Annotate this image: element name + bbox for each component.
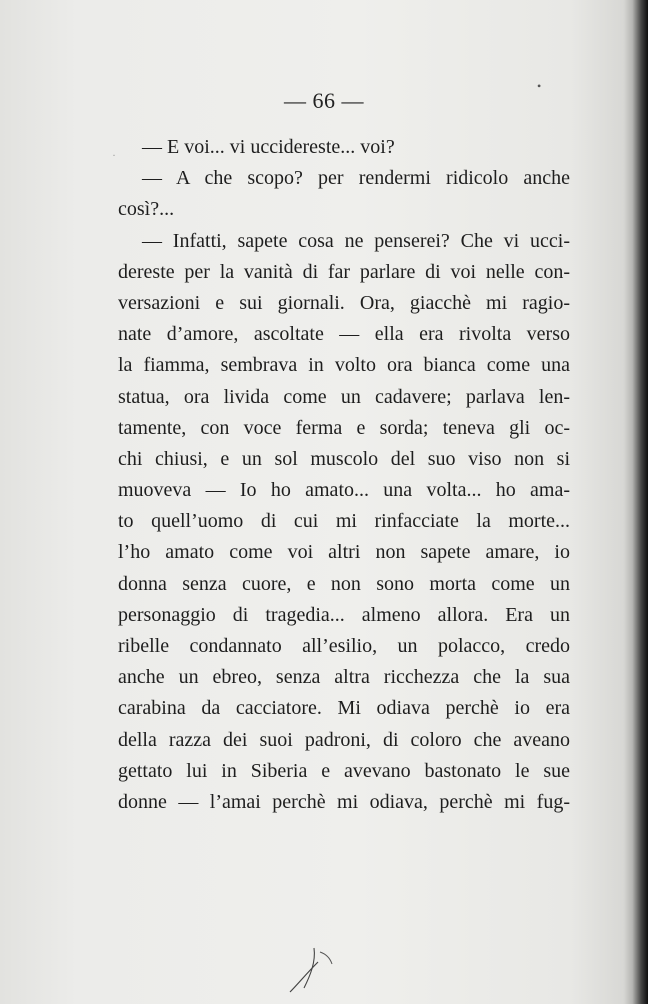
text-line-1: — E voi... vi uccidereste... voi?: [142, 136, 395, 158]
text-line-16: personaggio di tragedia... almeno allora. Era un: [118, 603, 570, 626]
text-line-5: dereste per la vanità di far parlare di voi nelle con-: [118, 260, 570, 283]
pen-mark-icon: [280, 936, 340, 1000]
text-line-3: così?...: [118, 198, 175, 221]
text-line-9: statua, ora livida come un cadavere; parlava len-: [118, 385, 570, 408]
text-line-6: versazioni e sui giornali. Ora, giacchè mi ragio-: [118, 291, 570, 314]
text-line-21: gettato lui in Siberia e avevano bastonato le sue: [118, 759, 570, 782]
text-line-8: la fiamma, sembrava in volto ora bianca come una: [118, 354, 570, 377]
text-line-17: ribelle condannato all’esilio, un polacco, credo: [118, 635, 570, 657]
text-line-20: della razza dei suoi padroni, di coloro che aveano: [118, 728, 570, 751]
text-line-7: nate d’amore, ascoltate — ella era rivolta verso: [118, 323, 570, 346]
text-line-2: — A che scopo? per rendermi ridicolo anche: [142, 167, 570, 190]
text-line-4: — Infatti, sapete cosa ne penserei? Che vi ucci-: [142, 229, 570, 252]
text-line-22: donne — l’amai perchè mi odiava, perchè mi fug-: [118, 790, 570, 813]
print-speck-icon: •: [537, 79, 542, 93]
text-line-18: anche un ebreo, senza altra ricchezza che la sua: [118, 666, 570, 689]
body-text: [118, 132, 570, 818]
text-line-19: carabina da cacciatore. Mi odiava perchè io era: [118, 697, 570, 720]
text-line-10: tamente, con voce ferma e sorda; teneva gli oc-: [118, 416, 570, 439]
text-line-15: donna senza cuore, e non sono morta come un: [118, 572, 570, 595]
page-number: — 66 —: [284, 88, 364, 113]
text-line-13: to quell’uomo di cui mi rinfacciate la morte...: [118, 510, 570, 533]
print-speck-icon: ·: [112, 148, 116, 162]
binding-shadow: [624, 0, 648, 1004]
text-line-12: muoveva — Io ho amato... una volta... ho ama-: [118, 479, 570, 502]
text-line-11: chi chiusi, e un sol muscolo del suo viso non si: [118, 447, 570, 470]
text-line-14: l’ho amato come voi altri non sapete amare, io: [118, 541, 570, 564]
